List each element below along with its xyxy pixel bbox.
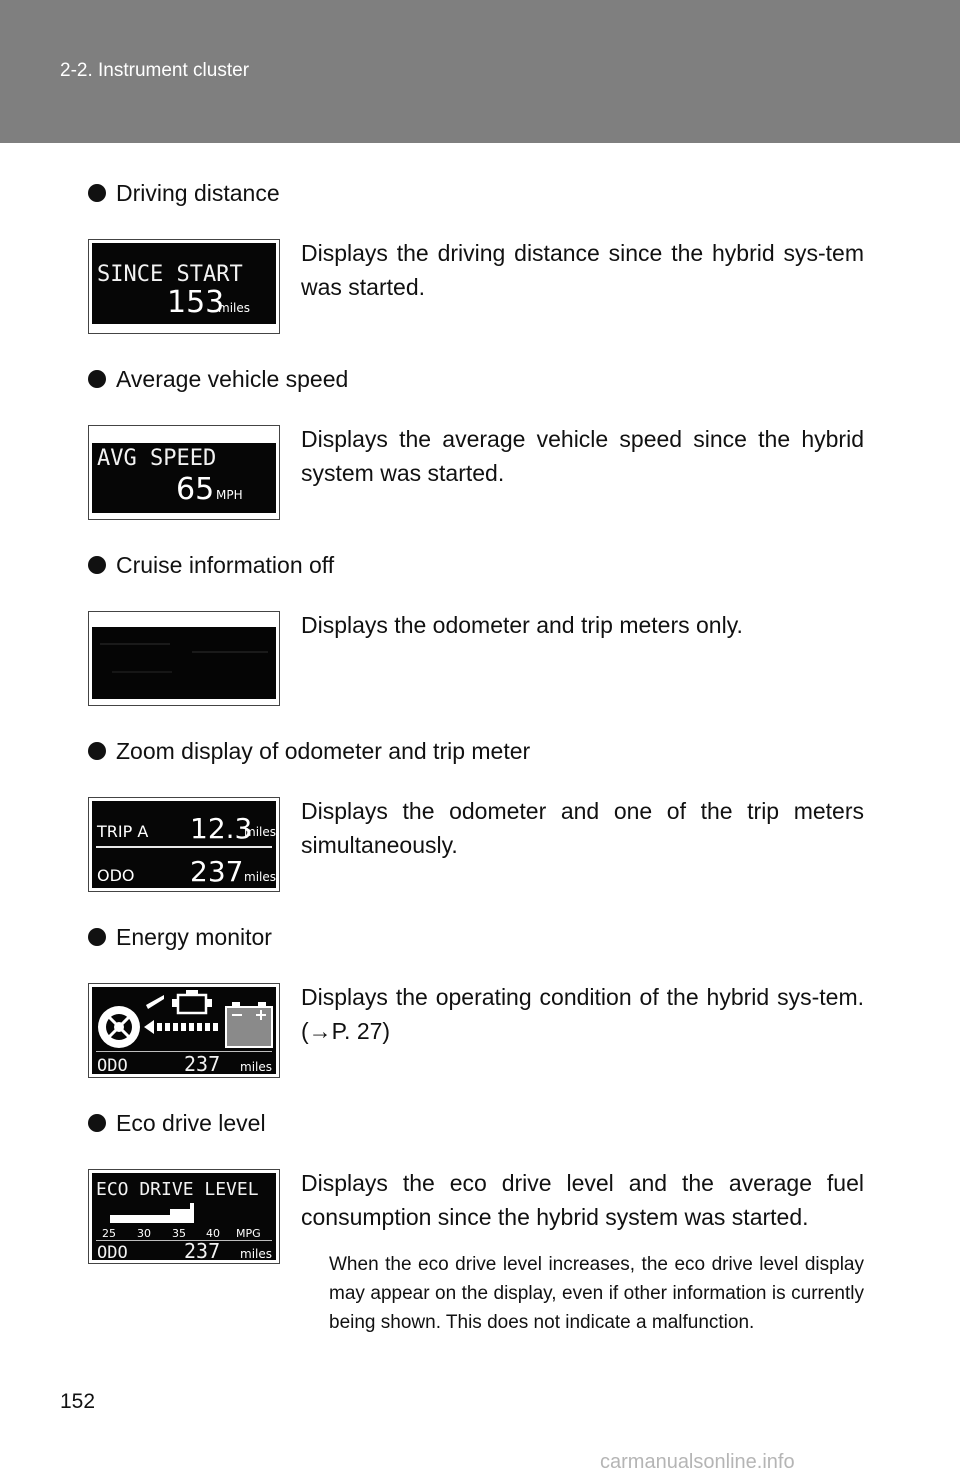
description-average-speed: Displays the average vehicle speed since the hybrid system was started. [301,426,864,486]
heading-eco-drive-level: Eco drive level [88,1110,266,1137]
wheel-icon [98,1006,140,1048]
display-scale-40: 40 [206,1227,220,1240]
battery-icon [226,1002,272,1047]
bullet-icon [88,928,106,946]
display-odo-label: ODO [97,1056,128,1074]
display-line1: SINCE START [97,262,243,287]
display-odo-value: 237 [184,1239,221,1260]
heading-driving-distance: Driving distance [88,180,280,207]
display-odo-label: ODO [97,866,135,885]
bullet-icon [88,556,106,574]
section-title: 2-2. Instrument cluster [60,60,250,81]
page-number: 152 [60,1390,96,1413]
display-scale-30: 30 [137,1227,151,1240]
watermark: carmanualsonline.info [600,1451,795,1473]
note-eco-drive-level: When the eco drive level increases, the eco drive level display may appear on the display, even if other information is currently being shown. This does not indicate a malfunction. [329,1254,864,1333]
description-eco-drive-level: Displays the eco drive level and the average fuel consumption since the hybrid system was started. [301,1170,864,1230]
heading-zoom-display: Zoom display of odometer and trip meter [88,738,530,765]
display-odo-label: ODO [97,1243,128,1260]
bullet-icon [88,742,106,760]
page-header [0,0,960,143]
display-line1: AVG SPEED [97,446,217,471]
heading-average-speed: Average vehicle speed [88,366,348,393]
heading-energy-monitor: Energy monitor [88,924,272,951]
description-cruise-info-off: Displays the odometer and trip meters only. [301,612,743,638]
description-energy-monitor: Displays the operating condition of the hybrid sys-tem. (→P. 27) [301,984,864,1044]
display-trip-label: TRIP A [97,822,149,841]
display-cruise-info-off [88,611,280,706]
display-average-speed [88,425,280,520]
bullet-icon [88,370,106,388]
description-zoom-display: Displays the odometer and one of the trip meters simultaneously. [301,798,864,858]
display-unit: miles [218,301,250,315]
display-driving-distance [88,239,280,334]
display-zoom [88,797,280,892]
display-eco-drive-level [88,1169,280,1264]
display-scale-unit: MPG [236,1227,261,1240]
display-value: 153 [167,285,225,320]
heading-cruise-info-off: Cruise information off [88,552,334,579]
description-driving-distance: Displays the driving distance since the hybrid sys-tem was started. [301,240,864,300]
display-scale-35: 35 [172,1227,186,1240]
display-odo-unit: miles [240,1060,272,1074]
bullet-icon [88,184,106,202]
display-odo-value: 237 [190,855,244,888]
display-scale-25: 25 [102,1227,116,1240]
display-odo-value: 237 [184,1052,221,1074]
display-value: 65 [176,472,215,507]
display-trip-value: 12.3 [190,812,253,845]
display-line1: ECO DRIVE LEVEL [96,1179,259,1200]
display-odo-unit: miles [244,870,276,884]
display-trip-unit: miles [244,825,276,839]
display-energy-monitor [88,983,280,1078]
bullet-icon [88,1114,106,1132]
display-unit: MPH [216,488,243,502]
display-odo-unit: miles [240,1247,272,1260]
